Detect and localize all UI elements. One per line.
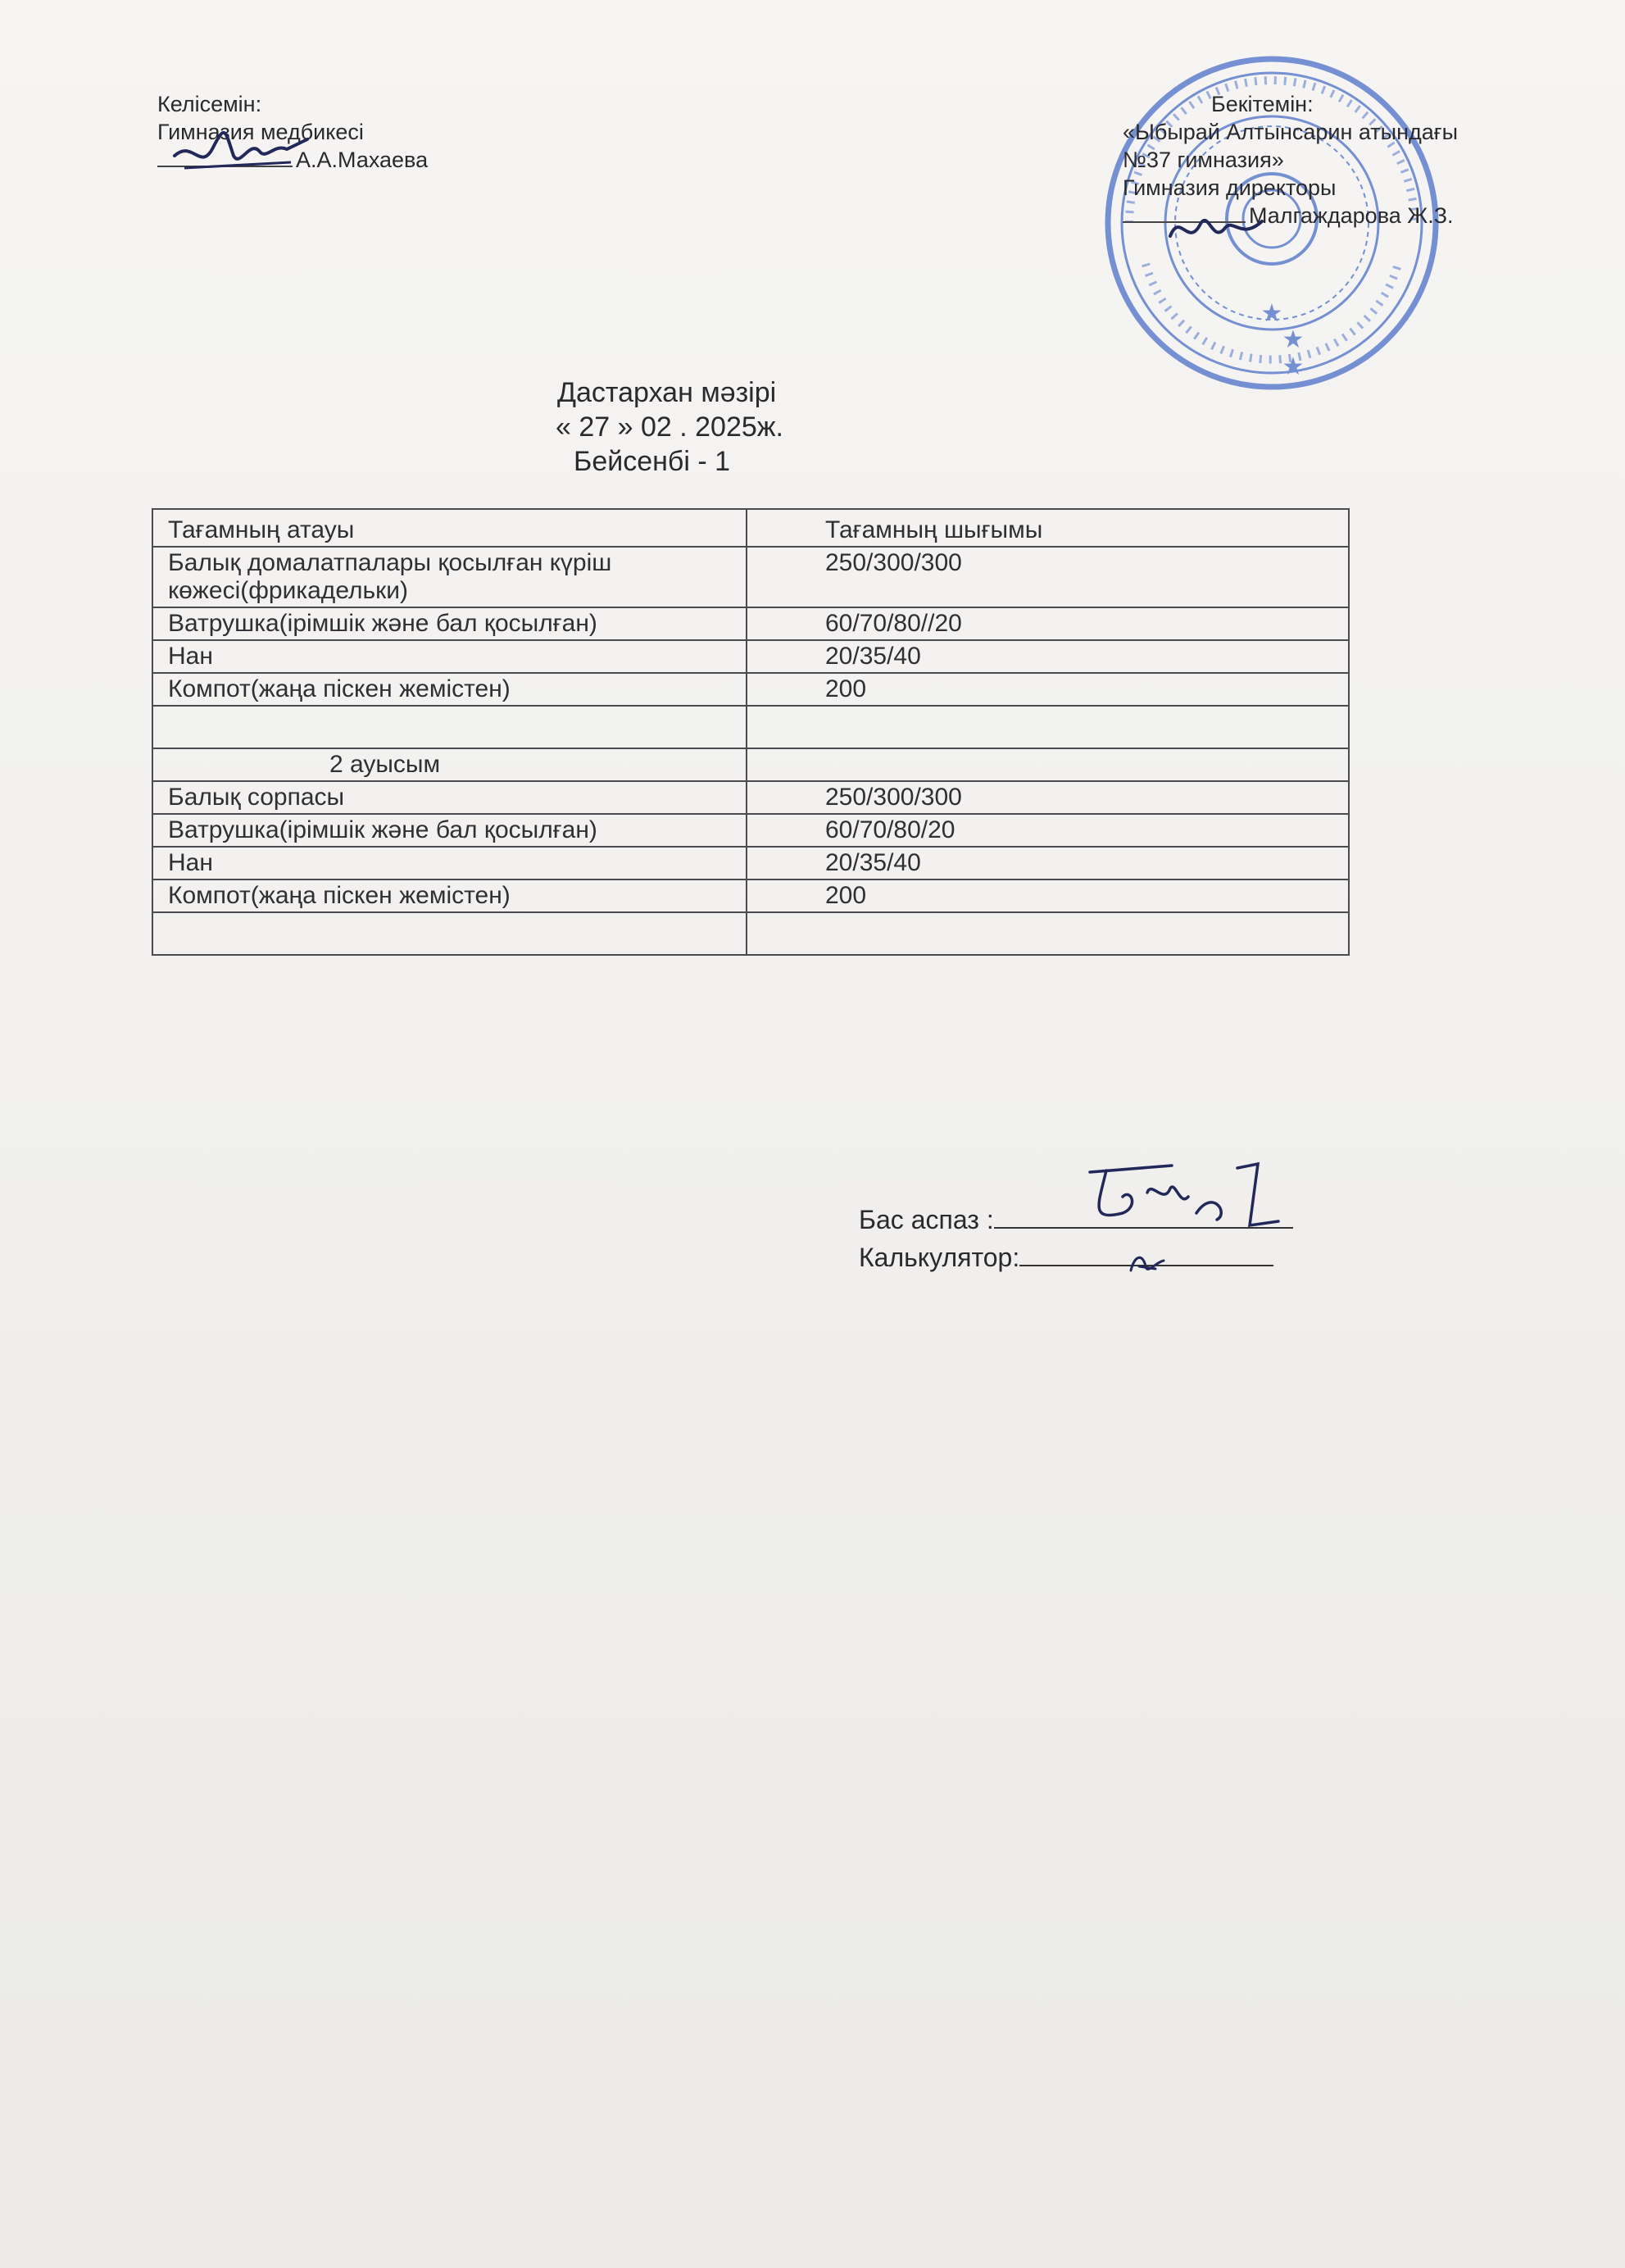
nurse-signature bbox=[168, 123, 315, 189]
menu-date: « 27 » 02 . 2025ж. bbox=[556, 411, 783, 443]
chef-signature bbox=[1073, 1156, 1287, 1238]
table-row bbox=[152, 781, 1349, 814]
svg-text:★: ★ bbox=[1260, 299, 1283, 328]
table-row bbox=[152, 547, 1349, 607]
dish-portion: 60/70/80/20 bbox=[747, 814, 1349, 847]
dish-portion: 60/70/80//20 bbox=[747, 607, 1349, 640]
dish-name: Нан bbox=[152, 847, 747, 879]
calculator-signature bbox=[1123, 1246, 1172, 1279]
approval-right-school-line2: №37 гимназия» bbox=[1123, 148, 1284, 172]
empty-cell bbox=[747, 706, 1349, 748]
calculator-label: Калькулятор: bbox=[859, 1243, 1020, 1272]
table-row bbox=[152, 814, 1349, 847]
dish-portion: 20/35/40 bbox=[747, 847, 1349, 879]
empty-cell bbox=[152, 706, 747, 748]
empty-cell bbox=[747, 912, 1349, 955]
approval-right-school-line1: «Ыбырай Алтынсарин атындағы bbox=[1123, 120, 1459, 144]
approval-left-name: А.А.Махаева bbox=[296, 148, 429, 172]
empty-cell bbox=[152, 912, 747, 955]
dish-name: Ватрушка(ірімшік және бал қосылған) bbox=[152, 814, 747, 847]
dish-name: Нан bbox=[152, 640, 747, 673]
approval-left-heading: Келісемін: bbox=[157, 92, 262, 116]
empty-cell bbox=[747, 748, 1349, 781]
director-signature bbox=[1164, 203, 1270, 261]
approval-right-name: Малгаждарова Ж.З. bbox=[1249, 203, 1454, 228]
table-row bbox=[152, 673, 1349, 706]
dish-portion: 250/300/300 bbox=[747, 781, 1349, 814]
shift-label: 2 ауысым bbox=[152, 748, 747, 781]
svg-text:★: ★ bbox=[1282, 325, 1305, 354]
table-row-empty bbox=[152, 706, 1349, 748]
dish-name: Компот(жаңа піскен жемістен) bbox=[152, 879, 747, 912]
dish-portion: 200 bbox=[747, 879, 1349, 912]
dish-name: Компот(жаңа піскен жемістен) bbox=[152, 673, 747, 706]
table-row-empty bbox=[152, 912, 1349, 955]
approval-left-role: Гимназия медбикесі bbox=[157, 120, 364, 144]
table-row bbox=[152, 607, 1349, 640]
menu-title bbox=[557, 375, 783, 479]
dish-portion: 250/300/300 bbox=[747, 547, 1349, 607]
table-header-row bbox=[152, 509, 1349, 547]
approval-right-role: Гимназия директоры bbox=[1123, 175, 1337, 200]
dish-name: Балық домалатпалары қосылған күріш көжесі(фрикадельки) bbox=[152, 547, 747, 607]
menu-table bbox=[152, 508, 1350, 956]
table-row bbox=[152, 640, 1349, 673]
table-row bbox=[152, 879, 1349, 912]
dish-name: Ватрушка(ірімшік және бал қосылған) bbox=[152, 607, 747, 640]
chef-label: Бас аспаз : bbox=[859, 1205, 994, 1234]
dish-name: Балық сорпасы bbox=[152, 781, 747, 814]
menu-title-text: Дастархан мәзірі bbox=[557, 377, 777, 408]
header-dish-name: Тағамның атауы bbox=[152, 509, 747, 547]
calculator-signature-line bbox=[859, 1239, 1293, 1276]
header-portion: Тағамның шығымы bbox=[747, 509, 1349, 547]
approval-right-heading: Бекітемін: bbox=[1211, 92, 1314, 116]
dish-portion: 20/35/40 bbox=[747, 640, 1349, 673]
menu-day: Бейсенбі - 1 bbox=[574, 446, 731, 477]
shift-label-row bbox=[152, 748, 1349, 781]
table-row bbox=[152, 847, 1349, 879]
svg-text:★: ★ bbox=[1282, 352, 1305, 381]
dish-portion: 200 bbox=[747, 673, 1349, 706]
